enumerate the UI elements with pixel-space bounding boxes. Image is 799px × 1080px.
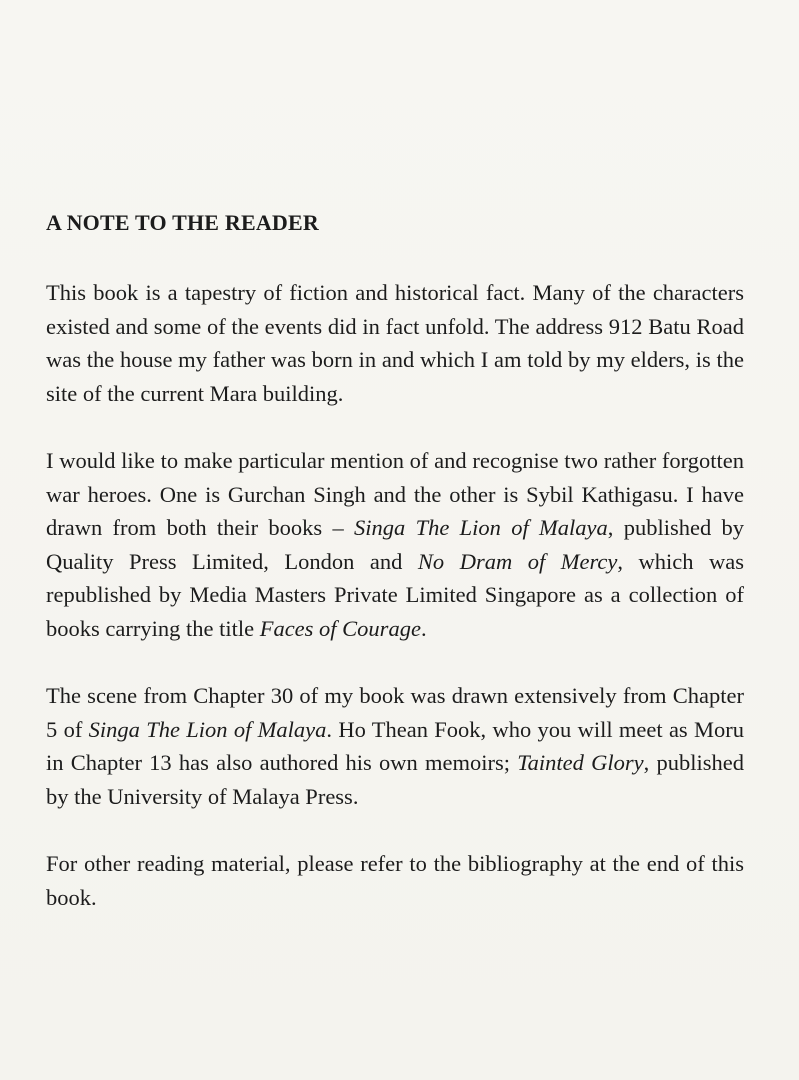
note-content <box>46 208 744 914</box>
paragraph-war-heroes <box>46 444 744 645</box>
text-span: . Ho Thean Fook, who you will meet as Moru in Chapter 13 has also authored his own memoirs; <box>46 716 745 775</box>
book-title: No Dram of Mercy <box>417 548 618 574</box>
text-span: , which was republished by Media Masters Private Limited Singapore as a collection of books carrying the title <box>46 548 744 641</box>
book-title: Tainted Glory <box>517 750 644 775</box>
text-span: , published by the University of Malaya Press. <box>46 750 745 809</box>
paragraph-chapters <box>46 679 744 813</box>
text-span: . <box>420 615 427 641</box>
text-span: The scene from Chapter 30 of my book was drawn extensively from Chapter 5 of <box>46 683 744 742</box>
paragraph-bibliography: For other reading material, please refer to the bibliography at the end of this book. <box>46 851 744 910</box>
book-title: Faces of Courage <box>259 615 421 641</box>
text-span: I would like to make particular mention of and recognise two rather forgotten war heroes. One is Gurchan Singh and the other is Sybil Kathigasu. I have drawn from both their books – <box>46 448 744 540</box>
text-span: , published by Quality Press Limited, London and <box>46 515 744 574</box>
paragraph-intro: This book is a tapestry of fiction and historical fact. Many of the characters existed and some of the events did in fact unfold. The address 912 Batu Road was the house my father was born in and which I am told by my elders, is the site of the current Mara building. <box>46 280 744 406</box>
book-title: Singa The Lion of Malaya <box>354 515 608 540</box>
book-title: Singa The Lion of Malaya <box>88 716 327 742</box>
page-title: A NOTE TO THE READER <box>46 210 319 235</box>
